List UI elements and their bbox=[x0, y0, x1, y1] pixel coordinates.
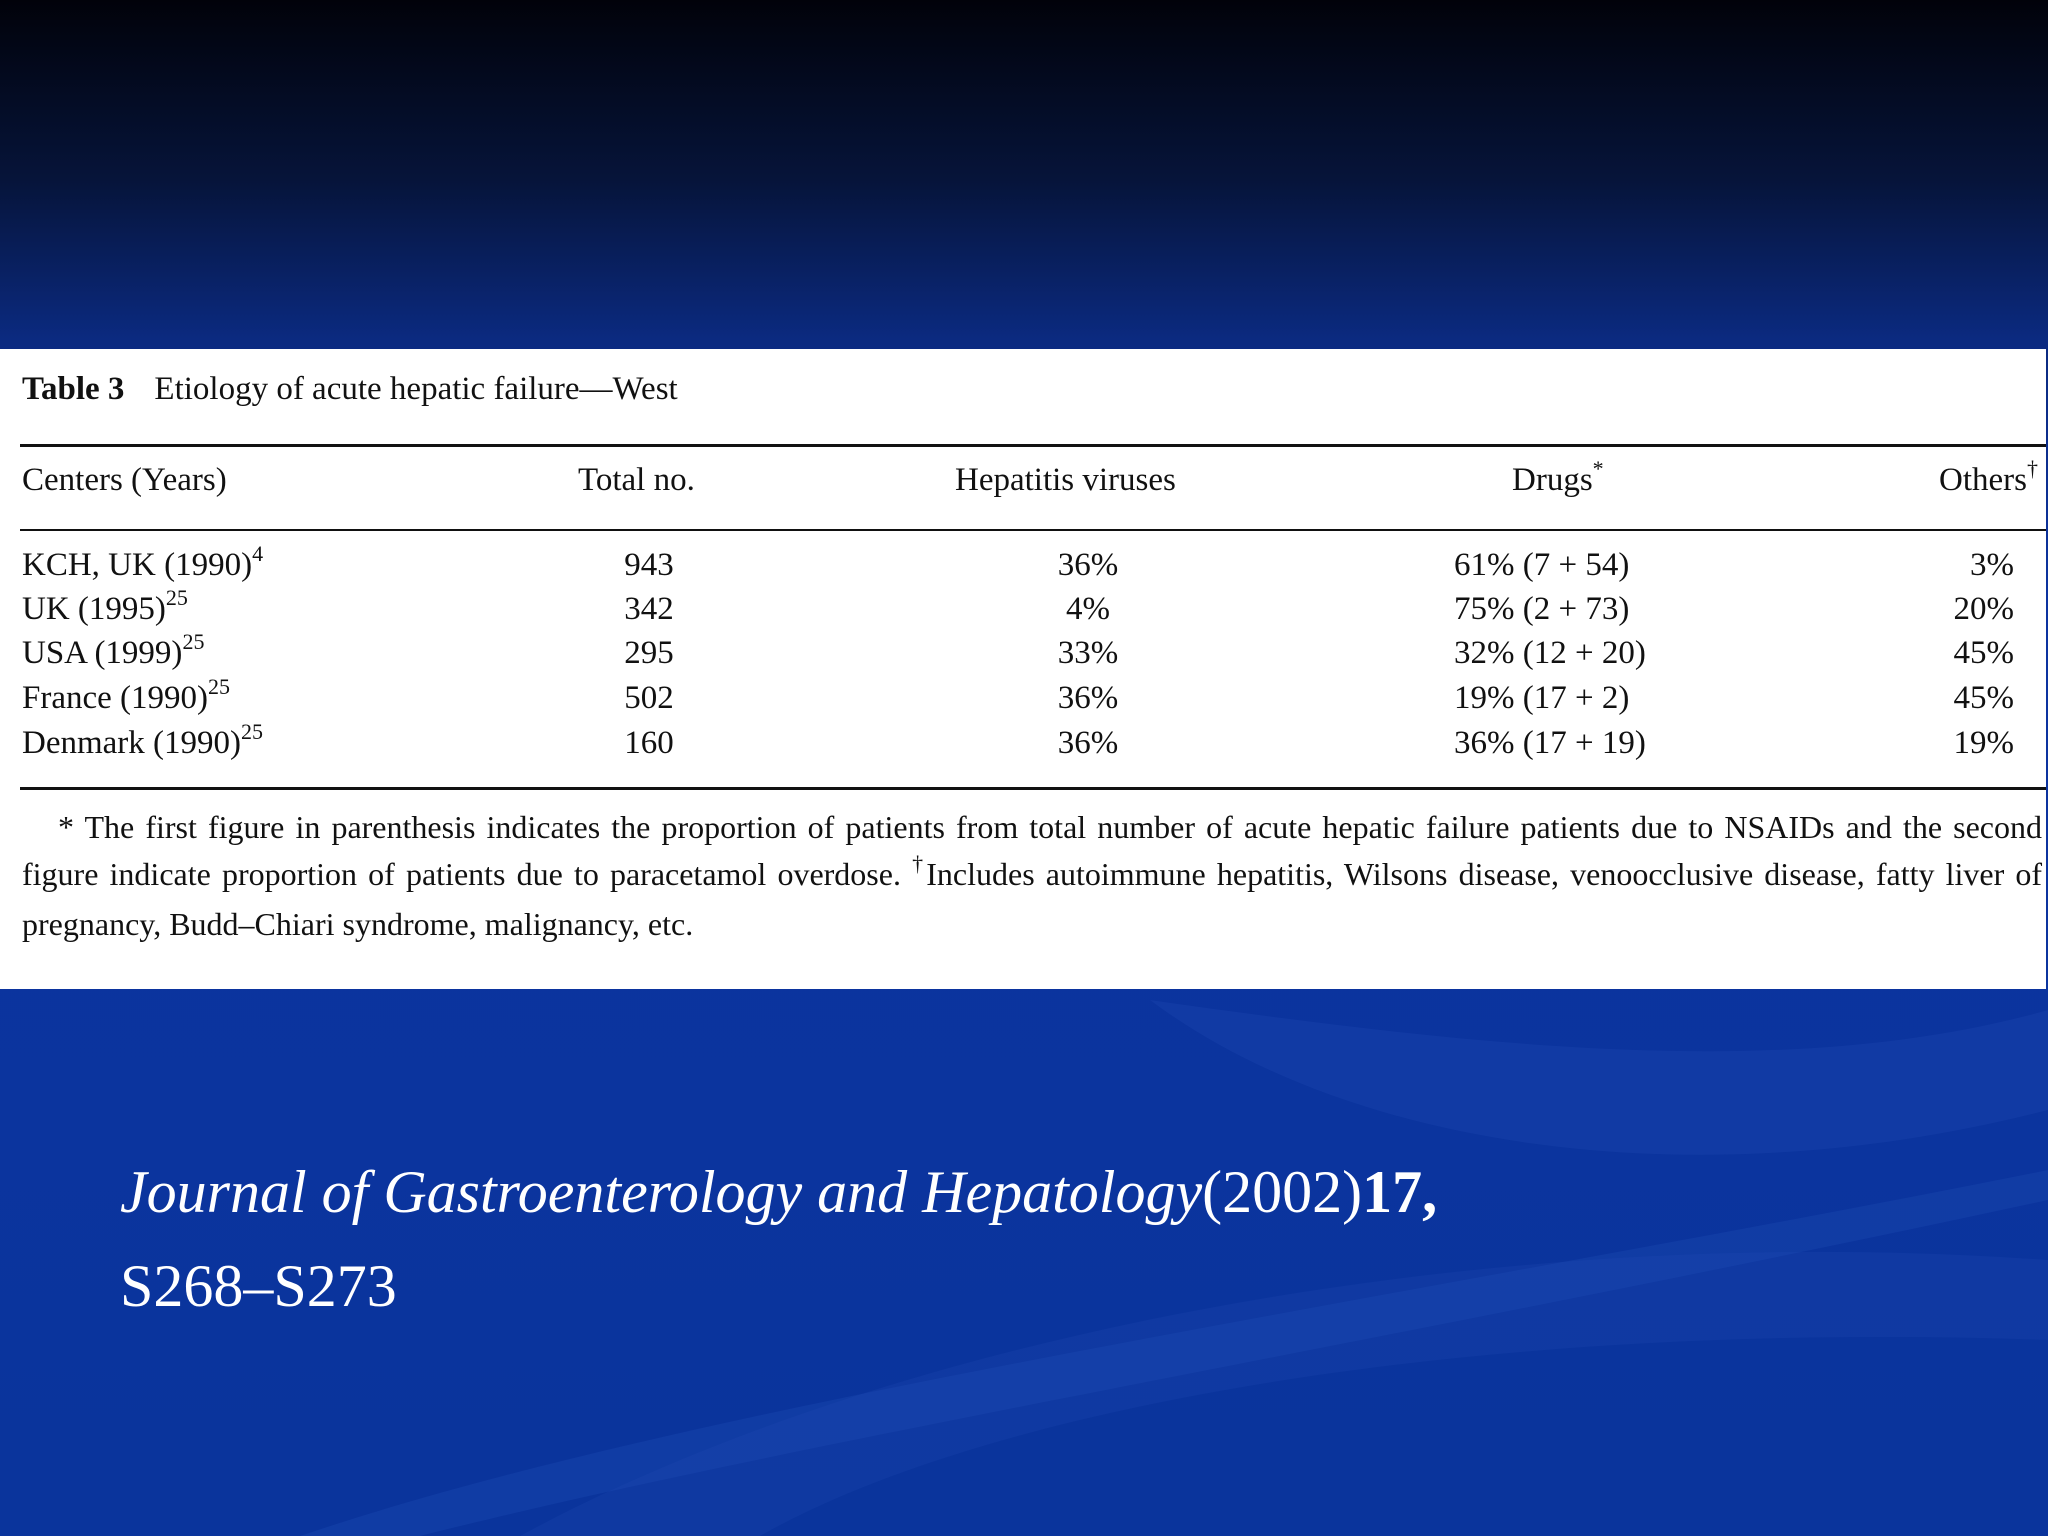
cell-hepatitis: 36% bbox=[1057, 547, 1119, 583]
citation-volume: 17, bbox=[1362, 1159, 1438, 1225]
header-others bbox=[1939, 456, 2038, 499]
cell-hepatitis: 36% bbox=[1057, 680, 1119, 716]
reference-mark: 25 bbox=[208, 674, 231, 699]
cell-hepatitis: 36% bbox=[1057, 725, 1119, 761]
table-bottom-rule bbox=[20, 787, 2046, 790]
header-others-label: Others bbox=[1939, 462, 2027, 498]
citation-pages: S268–S273 bbox=[120, 1253, 397, 1319]
table-row-center bbox=[22, 541, 264, 583]
reference-mark: 25 bbox=[241, 719, 264, 744]
journal-citation bbox=[120, 1145, 1437, 1333]
reference-mark: 25 bbox=[182, 629, 205, 654]
header-drugs-mark: * bbox=[1592, 456, 1604, 481]
cell-drugs: 32% (12 + 20) bbox=[1454, 635, 1646, 671]
citation-year: (2002) bbox=[1202, 1159, 1363, 1225]
cell-drugs: 75% (2 + 73) bbox=[1454, 591, 1630, 627]
table-image-panel bbox=[0, 349, 2046, 989]
footnote-others: Includes autoimmune hepatitis, Wilsons disease, venoocclusive disease, fatty liver of pregnancy, Budd–Chiari syndrome, malignancy, etc. bbox=[22, 856, 2043, 942]
center-name: UK (1995) bbox=[22, 591, 166, 627]
header-drugs-label: Drugs bbox=[1512, 462, 1593, 498]
cell-hepatitis: 33% bbox=[1057, 635, 1119, 671]
cell-others: 20% bbox=[1953, 591, 2014, 627]
table-title: Etiology of acute hepatic failure—West bbox=[154, 371, 678, 407]
footnote-drugs: * The first figure in parenthesis indicates the proportion of patients from total number of acute hepatic failure patients due to NSAIDs and the second figure indicate proportion of patients due to paracetamol overdose. bbox=[22, 809, 2042, 892]
cell-drugs: 61% (7 + 54) bbox=[1454, 547, 1630, 583]
cell-total: 502 bbox=[624, 680, 674, 716]
cell-drugs: 36% (17 + 19) bbox=[1454, 725, 1646, 761]
table-row-center bbox=[22, 719, 264, 761]
header-others-mark: † bbox=[2027, 456, 2038, 481]
center-name: France (1990) bbox=[22, 680, 209, 716]
reference-mark: 25 bbox=[165, 585, 188, 610]
cell-others: 45% bbox=[1953, 680, 2014, 716]
table-label: Table 3 bbox=[22, 371, 125, 407]
center-name: KCH, UK (1990) bbox=[22, 547, 253, 583]
reference-mark: 4 bbox=[252, 541, 264, 566]
journal-name: Journal of Gastroenterology and Hepatology bbox=[120, 1159, 1203, 1225]
header-centers: Centers (Years) bbox=[22, 462, 227, 498]
cell-total: 160 bbox=[624, 725, 674, 761]
table-header-rule bbox=[20, 529, 2046, 531]
table-row-center bbox=[22, 674, 231, 716]
cell-others: 19% bbox=[1953, 725, 2014, 761]
center-name: Denmark (1990) bbox=[22, 725, 242, 761]
header-hepatitis: Hepatitis viruses bbox=[955, 462, 1176, 498]
table-caption bbox=[22, 371, 678, 408]
table-footnote bbox=[22, 804, 2042, 948]
cell-total: 295 bbox=[624, 635, 674, 671]
cell-others: 3% bbox=[1970, 547, 2014, 583]
cell-total: 943 bbox=[624, 547, 674, 583]
table-row-center bbox=[22, 585, 188, 627]
cell-hepatitis: 4% bbox=[1066, 591, 1110, 627]
cell-total: 342 bbox=[624, 591, 674, 627]
footnote-dagger: † bbox=[912, 851, 927, 876]
table-row-center bbox=[22, 629, 205, 671]
table-top-rule bbox=[20, 444, 2046, 447]
center-name: USA (1999) bbox=[22, 635, 183, 671]
cell-drugs: 19% (17 + 2) bbox=[1454, 680, 1630, 716]
cell-others: 45% bbox=[1953, 635, 2014, 671]
header-drugs bbox=[1512, 456, 1604, 499]
header-total: Total no. bbox=[578, 462, 695, 498]
